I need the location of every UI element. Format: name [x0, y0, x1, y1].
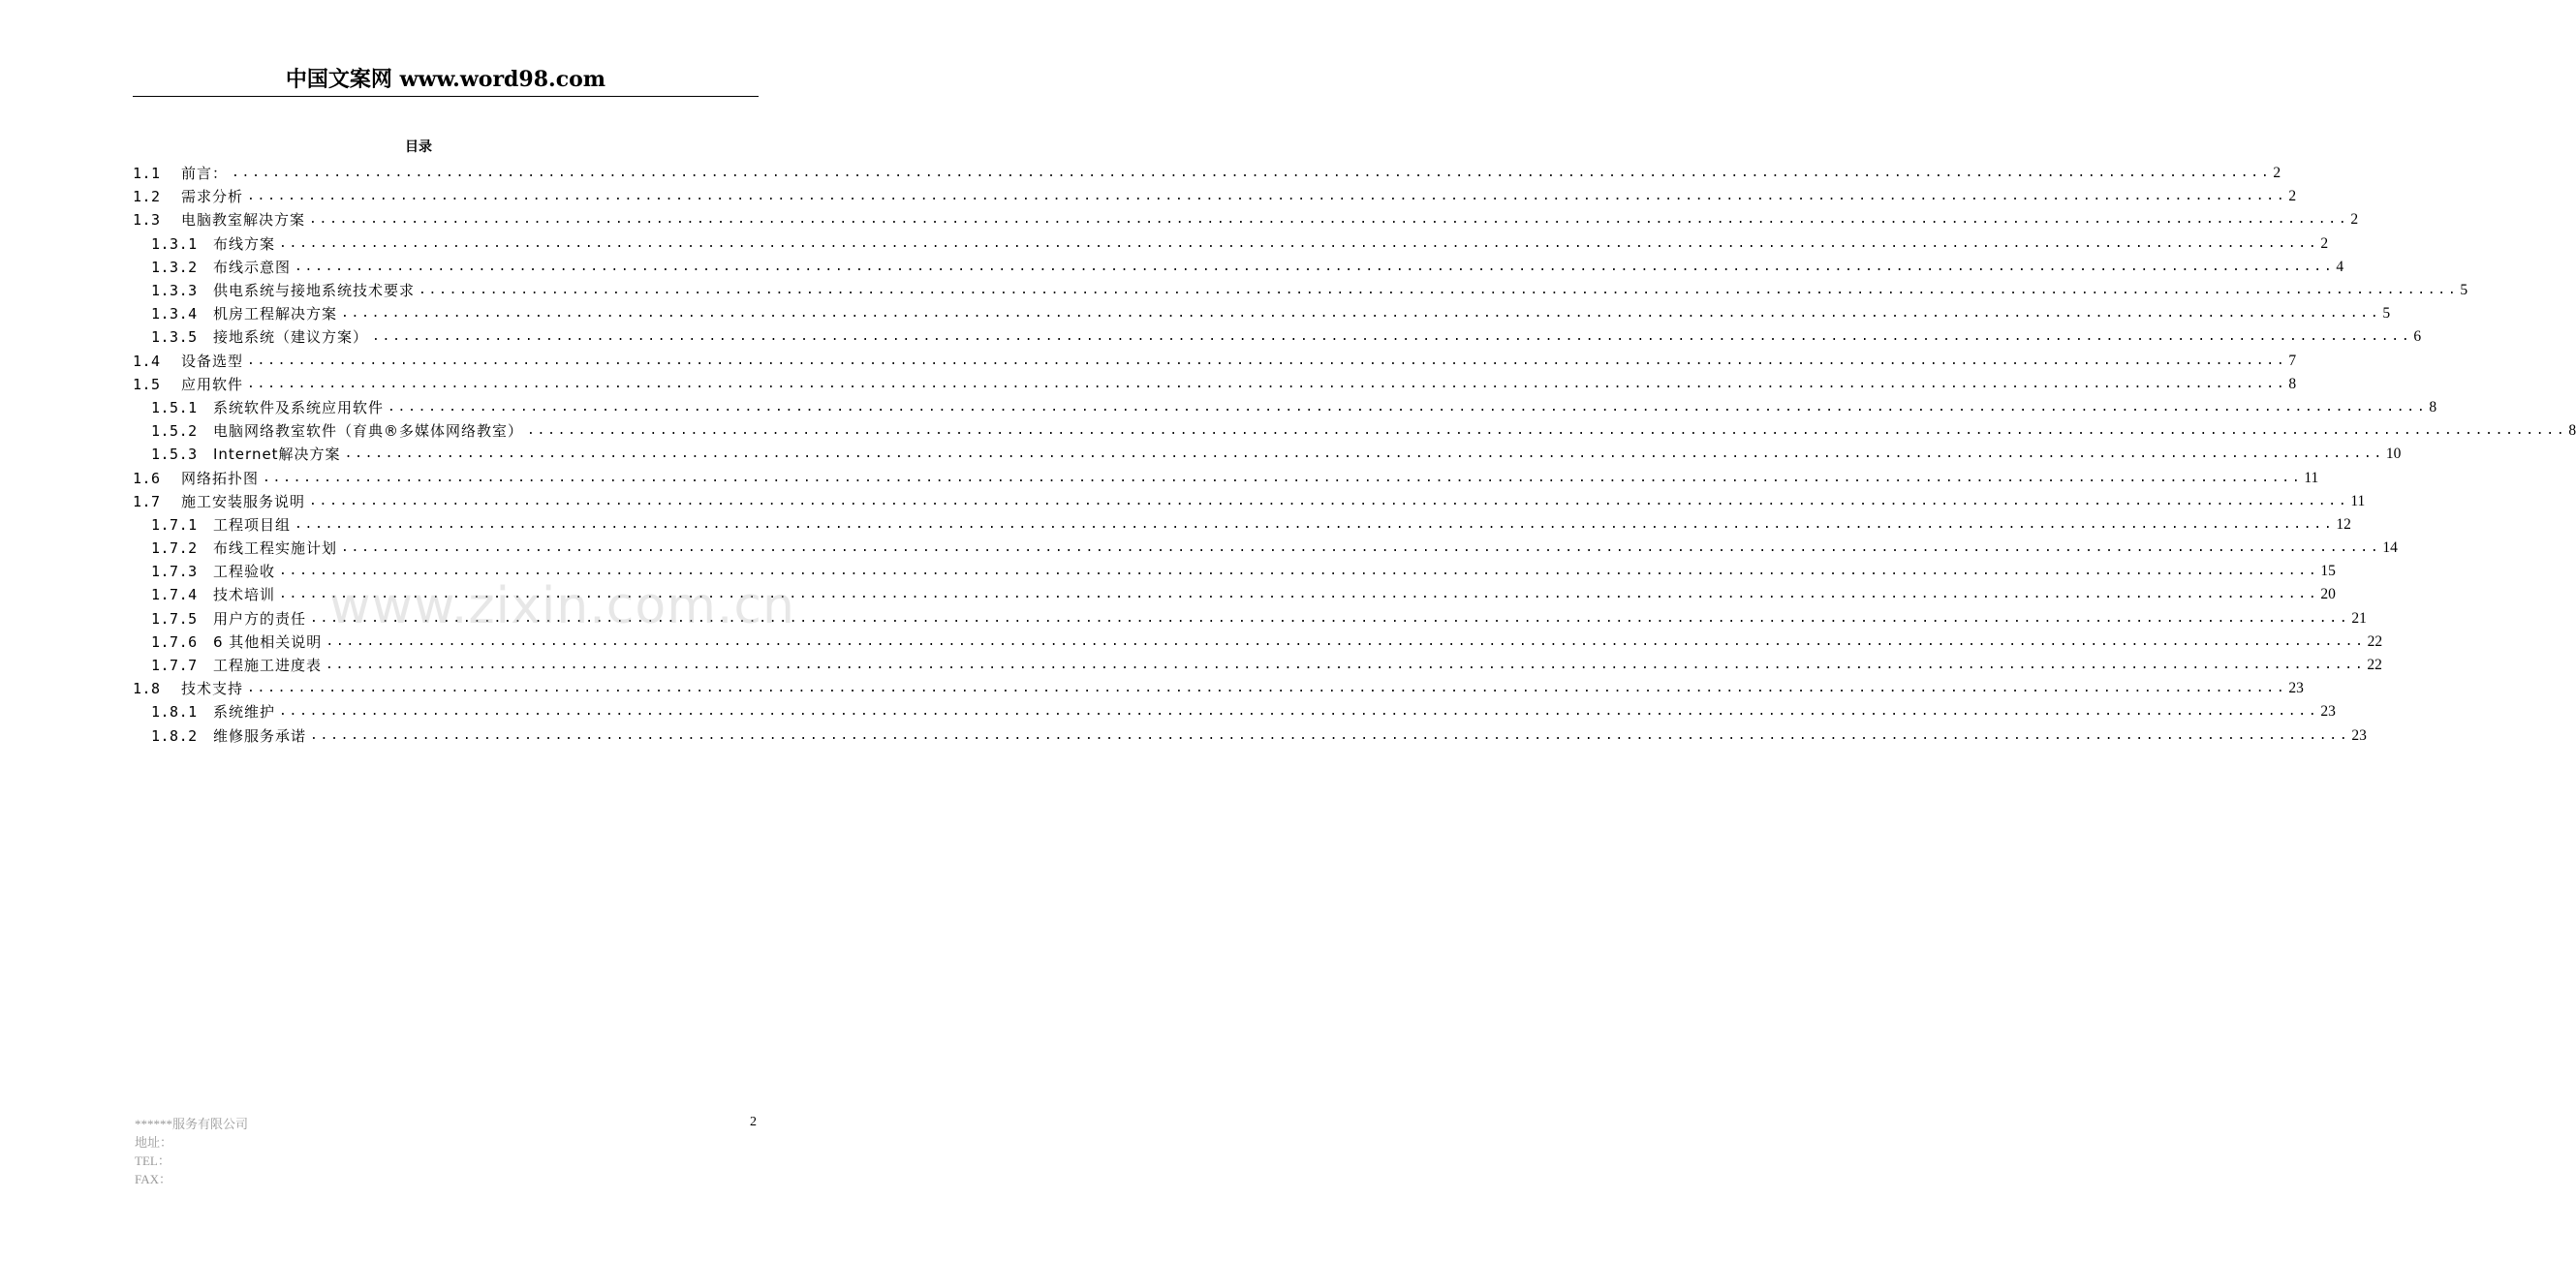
- toc-entry-title: 接地系统（建议方案）: [213, 328, 369, 347]
- toc-entry-page: 6: [2413, 328, 2422, 346]
- toc-entry-page: 15: [2320, 563, 2336, 580]
- toc-entry[interactable]: [133, 279, 2468, 302]
- toc-entry[interactable]: [133, 396, 2437, 419]
- toc-entry-number: 1.5: [133, 375, 161, 393]
- toc-entry-title: 电脑网络教室软件（育典®多媒体网络教室）: [213, 422, 524, 441]
- toc-entry-title: 工程项目组: [213, 515, 292, 534]
- toc-dot-leader: ........................................................................................................................................................................................................: [388, 399, 2428, 415]
- toc-entry[interactable]: [133, 208, 2359, 231]
- toc-entry-title: 用户方的责任: [213, 609, 307, 628]
- toc-entry-number: 1.7.2: [151, 539, 198, 558]
- toc-entry-title: 工程验收: [213, 563, 276, 581]
- toc-entry[interactable]: [133, 677, 2304, 700]
- toc-dot-leader: ........................................................................................................................................................................................................: [309, 212, 2349, 228]
- toc-entry-number: 1.7.1: [151, 515, 198, 534]
- toc-entry-number: 1.1: [133, 165, 161, 183]
- toc-dot-leader: ........................................................................................................................................................................................................: [232, 166, 2272, 181]
- toc-entry-page: 10: [2385, 446, 2402, 463]
- toc-entry-title: 机房工程解决方案: [213, 305, 338, 323]
- toc-entry-number: 1.8: [133, 680, 161, 698]
- toc-entry[interactable]: [133, 185, 2297, 208]
- toc-entry-number: 1.8.1: [151, 703, 198, 722]
- toc-entry[interactable]: [133, 490, 2366, 513]
- toc-entry-title: 技术培训: [213, 586, 276, 604]
- toc-entry-title: 需求分析: [181, 188, 244, 206]
- footer-page-number: 2: [750, 1115, 757, 1129]
- toc-entry-page: 22: [2367, 632, 2383, 650]
- toc-dot-leader: ........................................................................................................................................................................................................: [326, 633, 2366, 649]
- page-footer: [135, 1115, 759, 1188]
- toc-entry[interactable]: [133, 373, 2297, 396]
- watermark: www.zixin.com.cn: [329, 577, 795, 635]
- toc-entry-page: 12: [2336, 515, 2351, 533]
- toc-entry-page: 23: [2288, 680, 2304, 697]
- toc-entry-title: 6 其他相关说明: [213, 632, 323, 651]
- toc-entry-number: 1.7.4: [151, 586, 198, 604]
- toc-entry-page: 2: [2350, 211, 2359, 229]
- toc-dot-leader: ........................................................................................................................................................................................................: [309, 493, 2349, 508]
- toc-entry-title: 布线方案: [213, 234, 276, 253]
- toc-dot-leader: ........................................................................................................................................................................................................: [279, 704, 2319, 720]
- toc-entry[interactable]: [133, 724, 2367, 748]
- toc-entry-page: 5: [2460, 282, 2468, 299]
- toc-entry-number: 1.8.2: [151, 726, 198, 745]
- toc-entry-number: 1.3.3: [151, 282, 198, 300]
- toc-entry-page: 8: [2429, 398, 2437, 415]
- toc-entry-number: 1.3.5: [151, 328, 198, 347]
- toc-entry-number: 1.5.2: [151, 422, 198, 441]
- toc-entry-page: 7: [2288, 352, 2297, 369]
- toc-entry-number: 1.7.6: [151, 632, 198, 651]
- toc-entry-page: 8: [2568, 422, 2576, 440]
- footer-fax: FAX：: [135, 1172, 172, 1186]
- toc-entry-title: 网络拓扑图: [181, 469, 260, 487]
- toc-entry-number: 1.3: [133, 211, 161, 230]
- toc-entry-number: 1.3.4: [151, 305, 198, 323]
- toc-entry[interactable]: [133, 256, 2344, 279]
- toc-entry-page: 2: [2273, 165, 2281, 182]
- toc-dot-leader: ........................................................................................................................................................................................................: [279, 235, 2319, 251]
- toc-dot-leader: ........................................................................................................................................................................................................: [344, 446, 2384, 462]
- toc-dot-leader: ........................................................................................................................................................................................................: [341, 540, 2381, 556]
- toc-dot-leader: ........................................................................................................................................................................................................: [247, 353, 2287, 368]
- toc-entry-page: 23: [2351, 726, 2367, 744]
- toc-dot-leader: ........................................................................................................................................................................................................: [247, 376, 2287, 391]
- toc-entry[interactable]: [133, 443, 2402, 466]
- toc-entry-page: 22: [2367, 657, 2382, 674]
- toc-entry-title: 电脑教室解决方案: [181, 211, 306, 230]
- toc-dot-leader: ........................................................................................................................................................................................................: [341, 306, 2381, 322]
- toc-dot-leader: ........................................................................................................................................................................................................: [247, 681, 2287, 696]
- toc-entry-page: 2: [2288, 188, 2297, 205]
- toc-dot-leader: ........................................................................................................................................................................................................: [295, 259, 2335, 274]
- footer-company: ******服务有限公司: [135, 1117, 249, 1131]
- toc-dot-leader: ........................................................................................................................................................................................................: [295, 516, 2335, 532]
- toc-entry-title: 维修服务承诺: [213, 726, 307, 745]
- footer-tel: TEL：: [135, 1153, 171, 1168]
- toc-entry[interactable]: [133, 325, 2422, 349]
- toc-entry-page: 2: [2320, 234, 2329, 252]
- toc-entry-page: 20: [2320, 586, 2336, 603]
- toc-entry-page: 11: [2304, 469, 2319, 486]
- toc-dot-leader: ........................................................................................................................................................................................................: [310, 610, 2350, 626]
- toc-entry-number: 1.5.1: [151, 398, 198, 416]
- table-of-contents: [133, 162, 2576, 748]
- toc-entry-title: 工程施工进度表: [213, 657, 323, 675]
- toc-dot-leader: ........................................................................................................................................................................................................: [419, 283, 2459, 298]
- toc-entry[interactable]: [133, 700, 2336, 723]
- toc-entry[interactable]: [133, 232, 2329, 256]
- toc-entry-title: 系统软件及系统应用软件: [213, 398, 385, 416]
- toc-dot-leader: ........................................................................................................................................................................................................: [263, 470, 2303, 485]
- toc-entry-number: 1.4: [133, 352, 161, 370]
- toc-entry-page: 11: [2350, 492, 2366, 509]
- header-rule: [133, 96, 759, 97]
- toc-entry[interactable]: [133, 419, 2576, 443]
- toc-entry[interactable]: [133, 537, 2398, 560]
- toc-entry[interactable]: [133, 513, 2351, 537]
- toc-entry-number: 1.7.5: [151, 609, 198, 628]
- toc-entry-page: 8: [2288, 375, 2297, 392]
- toc-entry[interactable]: [133, 630, 2383, 654]
- toc-entry[interactable]: [133, 654, 2382, 677]
- toc-dot-leader: ........................................................................................................................................................................................................: [310, 727, 2350, 743]
- toc-entry-title: 前言：: [181, 165, 229, 183]
- toc-entry-number: 1.7.3: [151, 563, 198, 581]
- toc-dot-leader: ........................................................................................................................................................................................................: [527, 423, 2567, 439]
- toc-entry-page: 14: [2382, 539, 2398, 557]
- toc-entry-number: 1.7.7: [151, 657, 198, 675]
- toc-entry-page: 4: [2336, 258, 2344, 275]
- toc-entry-title: 设备选型: [181, 352, 244, 370]
- toc-entry[interactable]: [133, 162, 2281, 185]
- toc-entry-title: Internet解决方案: [213, 446, 341, 464]
- toc-heading: 目录: [405, 139, 432, 155]
- toc-dot-leader: ........................................................................................................................................................................................................: [279, 564, 2319, 579]
- toc-entry-title: 布线工程实施计划: [213, 539, 338, 558]
- toc-entry-page: 23: [2320, 703, 2336, 721]
- toc-entry[interactable]: [133, 302, 2391, 325]
- toc-entry-number: 1.2: [133, 188, 161, 206]
- header-title: 中国文案网 www.word98.com: [285, 67, 606, 92]
- toc-entry-title: 供电系统与接地系统技术要求: [213, 282, 416, 300]
- toc-entry-page: 21: [2351, 609, 2367, 627]
- toc-dot-leader: ........................................................................................................................................................................................................: [326, 658, 2366, 673]
- toc-dot-leader: ........................................................................................................................................................................................................: [372, 329, 2412, 345]
- toc-entry-number: 1.3.2: [151, 258, 198, 276]
- toc-entry[interactable]: [133, 583, 2336, 606]
- toc-entry-number: 1.6: [133, 469, 161, 487]
- toc-entry-number: 1.7: [133, 492, 161, 510]
- toc-entry[interactable]: [133, 560, 2336, 583]
- toc-entry-title: 技术支持: [181, 680, 244, 698]
- toc-entry-page: 5: [2382, 305, 2391, 323]
- toc-entry-title: 系统维护: [213, 703, 276, 722]
- toc-entry[interactable]: [133, 466, 2319, 489]
- toc-dot-leader: ........................................................................................................................................................................................................: [247, 189, 2287, 204]
- toc-entry-title: 应用软件: [181, 375, 244, 393]
- toc-entry[interactable]: [133, 607, 2367, 630]
- toc-entry-title: 施工安装服务说明: [181, 492, 306, 510]
- toc-dot-leader: ........................................................................................................................................................................................................: [279, 587, 2319, 602]
- toc-entry-number: 1.3.1: [151, 234, 198, 253]
- toc-entry-number: 1.5.3: [151, 446, 198, 464]
- toc-entry-title: 布线示意图: [213, 258, 292, 276]
- toc-entry[interactable]: [133, 350, 2297, 373]
- footer-address: 地址：: [135, 1135, 173, 1150]
